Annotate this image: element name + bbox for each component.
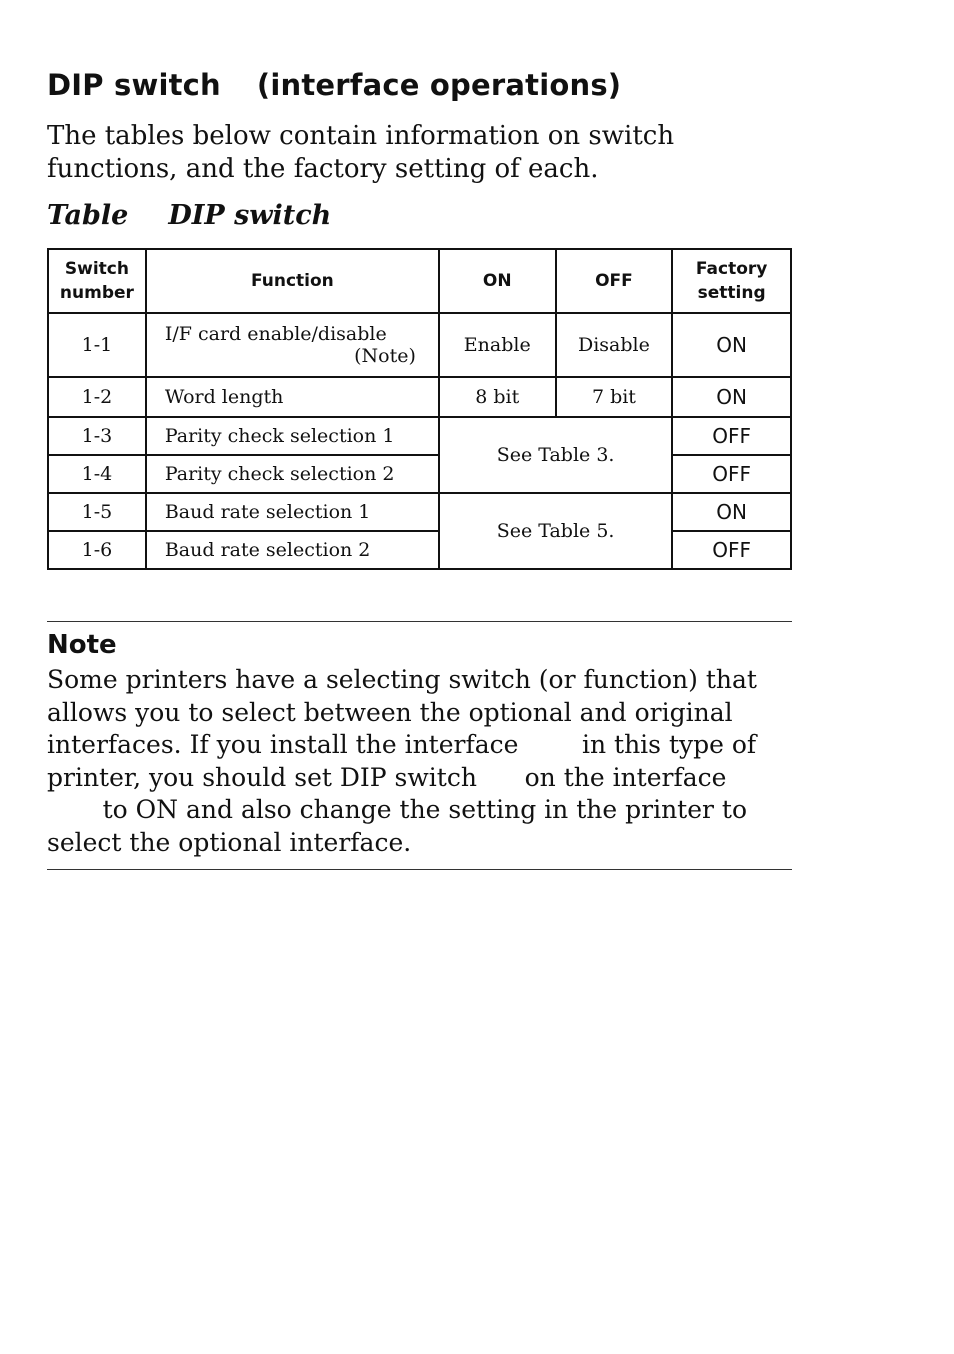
table-title — [47, 200, 331, 231]
header-text: setting — [697, 283, 766, 303]
switch-number-cell: 1-1 — [48, 313, 146, 377]
header-text: Factory — [695, 259, 768, 279]
heading-part2: (interface operations) — [256, 68, 622, 102]
header-function: Function — [146, 249, 439, 313]
on-cell: Enable — [439, 313, 556, 377]
factory-setting-cell: ON — [672, 377, 791, 417]
function-cell: Baud rate selection 2 — [146, 531, 439, 569]
table-label: Table — [47, 200, 129, 231]
factory-setting-cell: OFF — [672, 531, 791, 569]
function-cell: Parity check selection 1 — [146, 417, 439, 455]
switch-number-cell: 1-6 — [48, 531, 146, 569]
note-line: allows you to select between the optional and original — [47, 697, 733, 727]
intro-line: The tables below contain information on switch — [47, 121, 675, 151]
switch-number-cell: 1-4 — [48, 455, 146, 493]
function-cell: Word length — [146, 377, 439, 417]
table-header-row — [48, 249, 791, 313]
note-line: interfaces. If you install the interface in this type of — [47, 730, 757, 759]
off-cell: Disable — [556, 313, 673, 377]
factory-setting-cell: ON — [672, 313, 791, 377]
note-line: select the optional interface. — [47, 827, 412, 857]
note-line: Some printers have a selecting switch (or function) that — [47, 665, 757, 694]
header-on: ON — [439, 249, 556, 313]
switch-number-cell: 1-2 — [48, 377, 146, 417]
intro-paragraph — [47, 120, 747, 186]
heading-part1: DIP switch — [47, 68, 221, 102]
factory-setting-cell: OFF — [672, 417, 791, 455]
note-title: Note — [47, 630, 117, 660]
note-body — [47, 664, 792, 859]
function-cell: Parity check selection 2 — [146, 455, 439, 493]
header-text: number — [59, 283, 134, 303]
header-text: Switch — [64, 259, 129, 279]
table-row — [48, 417, 791, 455]
intro-line: functions, and the factory setting of each. — [47, 154, 599, 184]
note-line: to ON and also change the setting in the printer to — [47, 795, 747, 824]
function-text: I/F card enable/disable — [164, 323, 387, 345]
note-top-rule — [47, 621, 792, 622]
function-note: (Note) — [354, 345, 416, 367]
note-line: printer, you should set DIP switch on the interface — [47, 762, 727, 792]
function-cell — [146, 313, 439, 377]
table-caption: DIP switch — [168, 200, 332, 231]
merged-see-table-3: See Table 3. — [439, 417, 672, 493]
header-off: OFF — [556, 249, 673, 313]
table-row — [48, 377, 791, 417]
on-cell: 8 bit — [439, 377, 556, 417]
header-factory-setting — [672, 249, 791, 313]
header-switch-number — [48, 249, 146, 313]
table-row — [48, 313, 791, 377]
table-row — [48, 531, 791, 569]
table-row — [48, 455, 791, 493]
off-cell: 7 bit — [556, 377, 673, 417]
table-row — [48, 493, 791, 531]
section-heading — [47, 68, 621, 102]
factory-setting-cell: ON — [672, 493, 791, 531]
switch-number-cell: 1-5 — [48, 493, 146, 531]
dip-switch-table — [47, 248, 792, 570]
function-cell: Baud rate selection 1 — [146, 493, 439, 531]
factory-setting-cell: OFF — [672, 455, 791, 493]
note-bottom-rule — [47, 869, 792, 870]
merged-see-table-5: See Table 5. — [439, 493, 672, 569]
switch-number-cell: 1-3 — [48, 417, 146, 455]
